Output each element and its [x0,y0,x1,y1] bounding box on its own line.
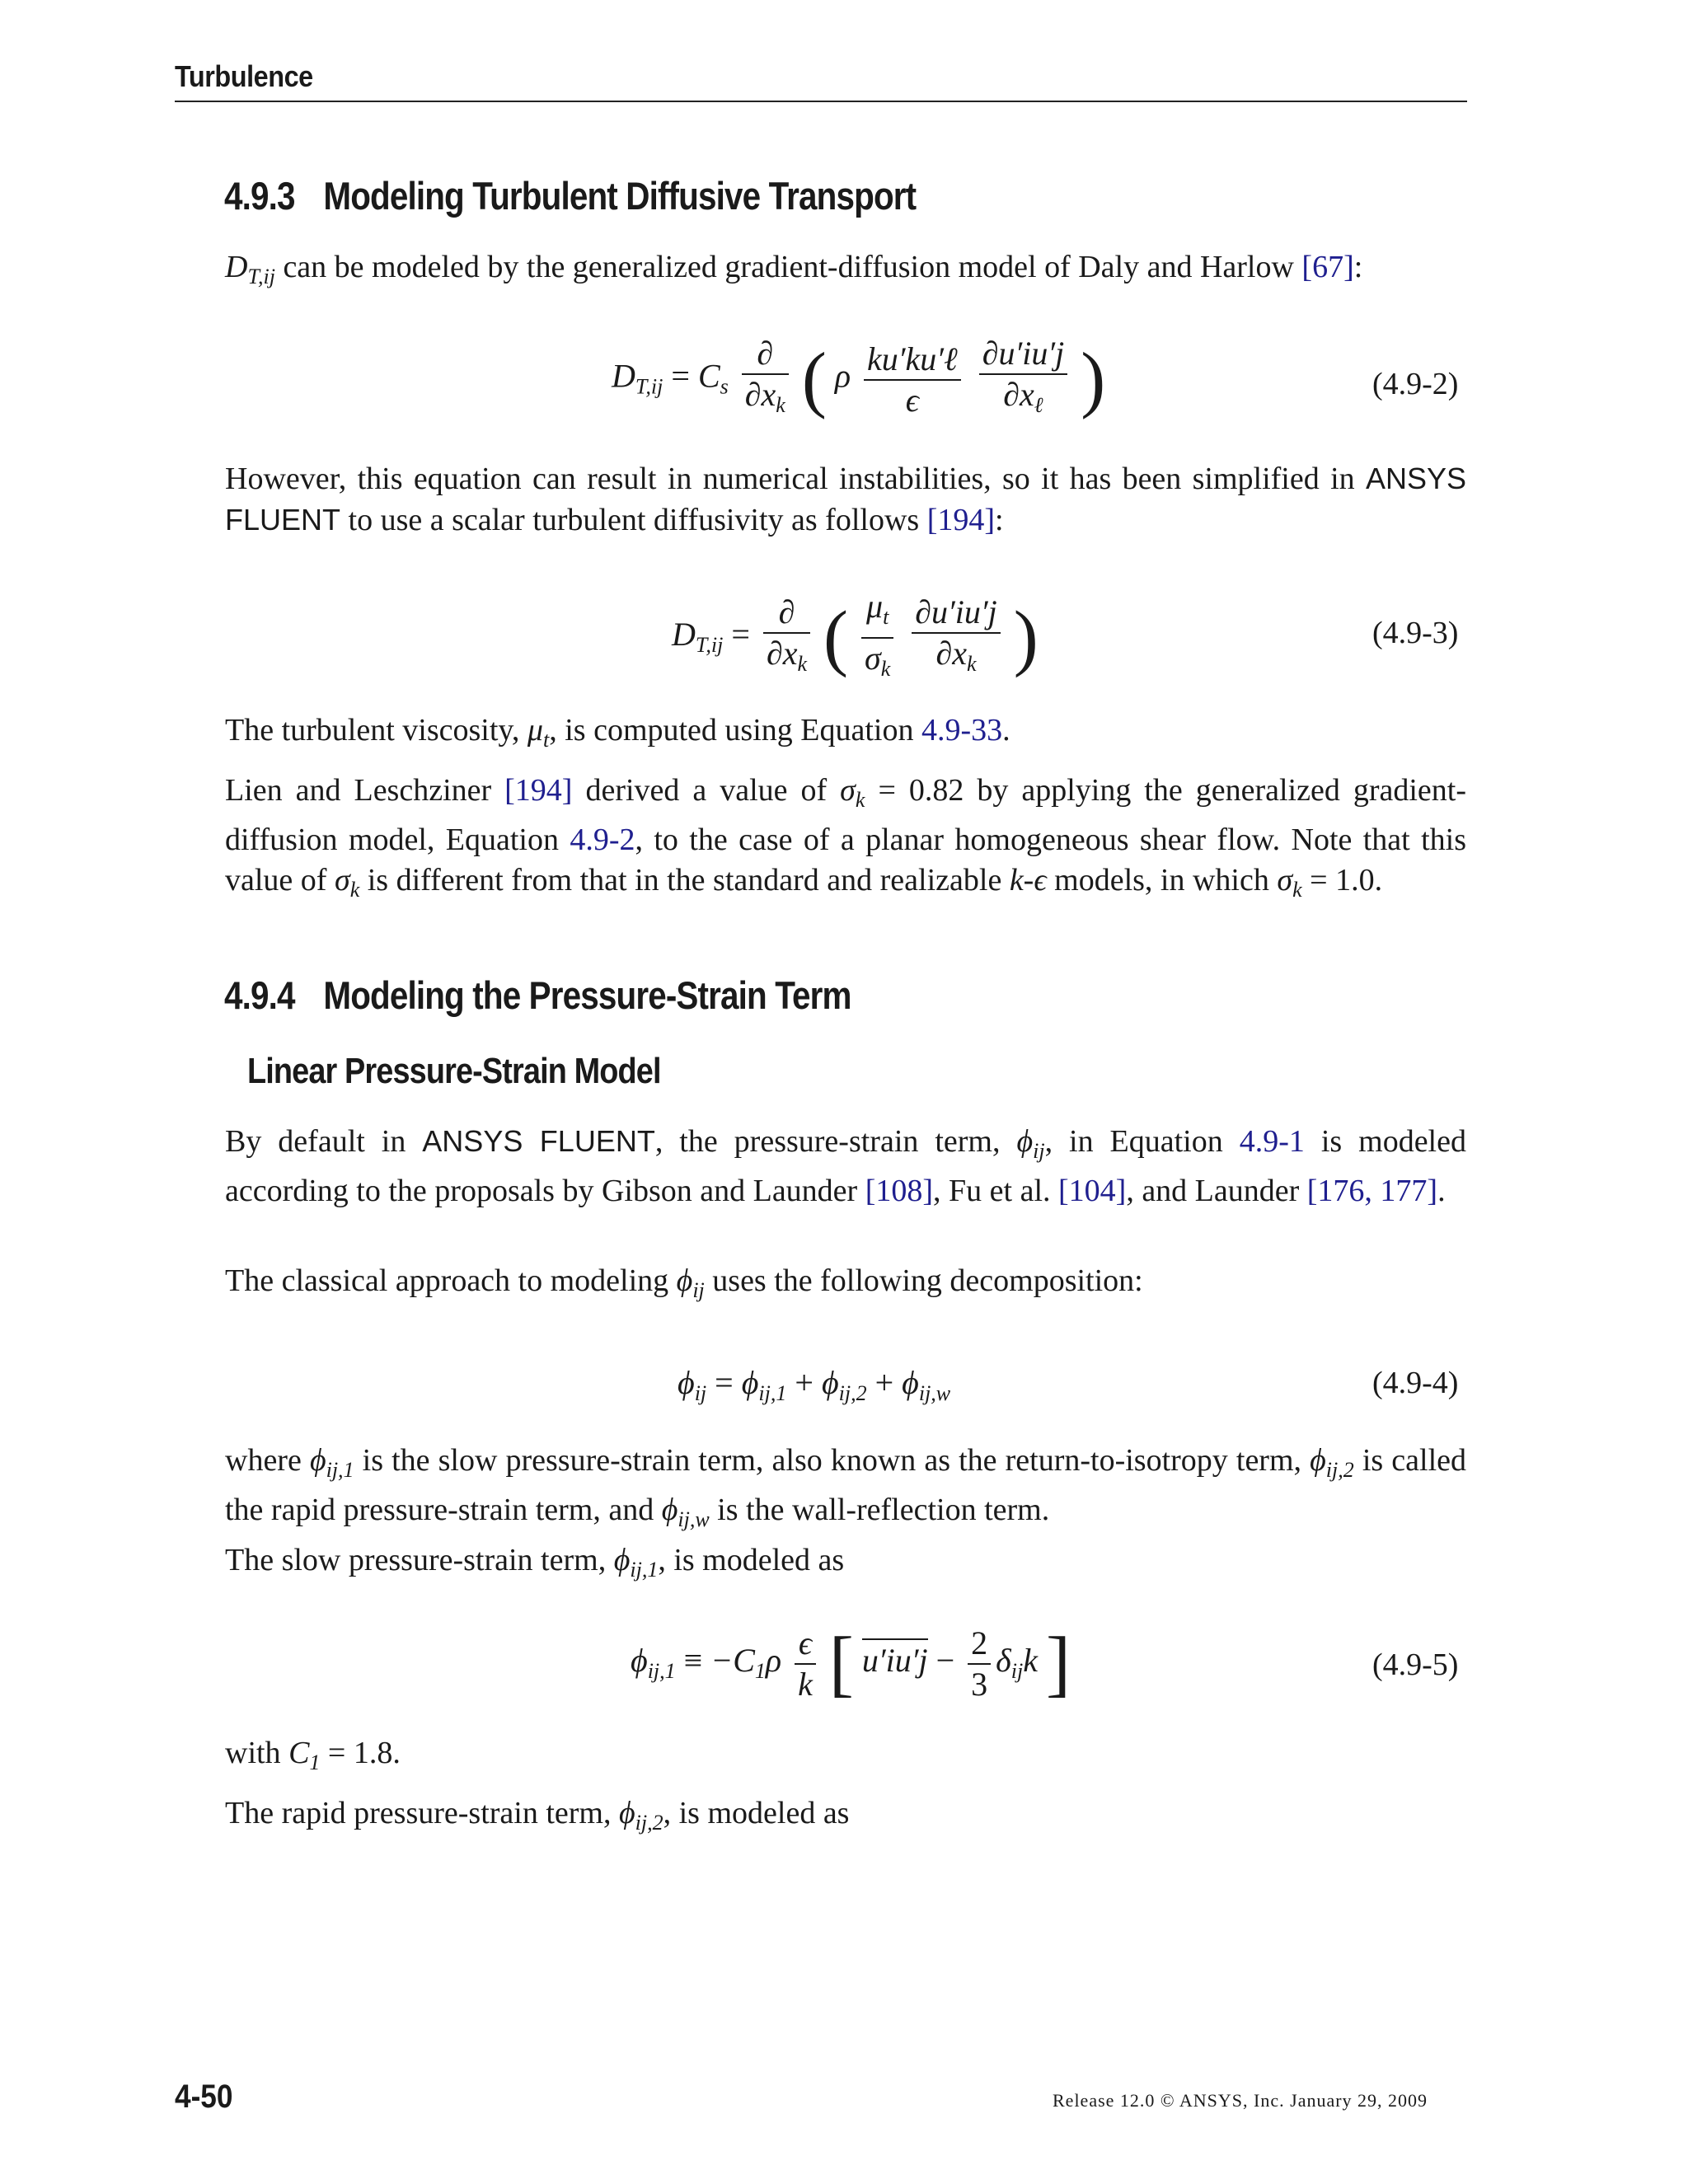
paragraph-text: The classical approach to modeling [225,1263,677,1298]
eq-frac-numerator: 2 [968,1624,991,1665]
paragraph-text: : [1353,250,1363,284]
eq-frac-numerator: ∂u′iu′j [912,593,1001,634]
eq-fraction-viscosity [861,587,893,689]
paragraph-text: = 1.8. [320,1736,401,1770]
eq-frac-numerator: ∂ [763,593,810,634]
eq-right-paren: ) [1081,338,1106,420]
paragraph-text: , and Launder [1126,1174,1307,1208]
eq-left-bracket: [ [828,1623,854,1704]
eq-frac-numerator: ∂u′iu′j [979,334,1068,375]
paragraph-simplification [225,458,1466,541]
eq-minus: − [935,1642,955,1680]
eq-frac-denominator: k [798,1666,813,1703]
equation-link[interactable]: 4.9-33 [921,713,1003,748]
paragraph-text: , in Equation [1044,1124,1240,1159]
paragraph-text: can be modeled by the generalized gradient-diffusion model of Daly and Harlow [274,250,1302,284]
eq-fraction-eps-k [795,1624,816,1704]
eq-frac-numerator: ku′ku′ℓ [864,340,961,381]
paragraph-text: with [225,1736,289,1770]
eq-frac-denominator: ∂x [744,376,776,413]
eq-equals: = [671,357,690,395]
eq-derivative-fraction [742,334,789,425]
eq-left-paren: ( [801,338,827,420]
eq-lhs: D [612,357,635,395]
eq-term-subscript: ij [694,1381,707,1405]
equation-4-9-2 [612,334,1105,425]
equation-link[interactable]: 4.9-2 [570,823,635,857]
paragraph-c1-value [225,1733,1466,1783]
page-number: 4-50 [175,2079,233,2115]
paragraph-daly-harlow [225,247,1466,297]
eq-frac-denominator: ∂x [766,634,798,672]
equation-4-9-3 [672,587,1039,689]
equation-number: (4.9-2) [1372,367,1459,401]
eq-rho: ρ [834,357,851,395]
eq-k: k [1023,1642,1038,1680]
eq-frac-denominator: 3 [971,1666,988,1703]
eq-delta-subscript: ij [1010,1659,1024,1684]
paragraph-text: , is modeled as [658,1543,845,1577]
eq-lhs-subscript: T,ij [695,633,724,658]
equation-number: (4.9-4) [1372,1366,1459,1400]
paragraph-text: . [1437,1174,1446,1208]
section-number: 4.9.3 [224,174,295,218]
math-subscript: ij,2 [1325,1458,1354,1482]
eq-lhs-subscript: ij,1 [647,1659,676,1684]
paragraph-text: is modeled according to the proposals by Gibson and Launder [225,1124,1466,1208]
citation-link[interactable]: [194] [926,503,995,537]
math-symbol: ϕ [661,1493,678,1527]
equation-4-9-4 [678,1363,950,1406]
eq-right-bracket: ] [1045,1623,1071,1704]
math-symbol: ϕ [676,1263,693,1298]
citation-link[interactable]: [194] [504,773,573,808]
running-header: Turbulence [175,59,313,93]
math-subscript: k [349,878,360,902]
math-subscript: ij,2 [635,1811,663,1835]
math-subscript: T,ij [247,265,275,288]
section-title: Modeling the Pressure-Strain Term [323,973,851,1017]
paragraph-text: The turbulent viscosity, [225,713,528,748]
math-symbol: C [288,1736,310,1770]
paragraph-text: models, in which [1046,863,1278,898]
eq-term: ϕ [821,1364,839,1401]
eq-lhs-subscript: T,ij [635,374,663,399]
citation-link[interactable]: [104] [1058,1174,1127,1208]
eq-equals: = [731,616,750,654]
eq-term-subscript: ij,2 [838,1381,867,1405]
equation-4-9-5 [631,1624,1071,1704]
paragraph-text: is different from that in the standard and realizable [359,863,1010,898]
subsection-heading-linear: Linear Pressure-Strain Model [247,1051,661,1091]
paragraph-text: The rapid pressure-strain term, [225,1796,619,1830]
eq-term: ϕ [741,1364,759,1401]
paragraph-slow-term [225,1540,1466,1590]
eq-coefficient-subscript: 1 [754,1659,766,1684]
section-title: Modeling Turbulent Diffusive Transport [323,174,917,218]
eq-term-subscript: ij,w [918,1381,951,1405]
eq-term-subscript: ij,1 [758,1381,787,1405]
eq-frac-numerator: ϵ [795,1624,816,1665]
paragraph-turbulent-viscosity [225,710,1466,760]
math-subscript: ij [692,1278,705,1302]
section-heading-4-9-4 [224,972,851,1018]
eq-frac-denominator: ∂x [1003,376,1034,413]
eq-right-paren: ) [1013,597,1039,678]
paragraph-text: , is modeled as [663,1796,850,1830]
citation-link[interactable]: [176, 177] [1306,1174,1438,1208]
eq-coefficient: −C [710,1642,755,1680]
paragraph-text: By default in [225,1124,423,1159]
math-symbol: k-ϵ [1009,863,1047,898]
citation-link[interactable]: [108] [865,1174,934,1208]
product-name: ANSYS FLUENT [225,462,1466,537]
product-name: ANSYS FLUENT [422,1124,655,1158]
eq-term: ϕ [678,1364,695,1401]
release-footer: Release 12.0 © ANSYS, Inc. January 29, 2009 [1053,2090,1428,2111]
paragraph-text: is the slow pressure-strain term, also known as the return-to-isotropy term, [354,1443,1311,1478]
equation-number: (4.9-5) [1372,1647,1459,1682]
eq-equivalence: ≡ [683,1642,703,1680]
paragraph-text: = 0.82 by applying the generalized gradient-diffusion model, Equation [225,773,1466,857]
math-symbol: σ [1277,863,1293,898]
eq-frac-denominator: ϵ [905,381,919,419]
paragraph-text: , to the case of a planar homogeneous shear flow. Note that this value of [225,823,1466,898]
header-rule [175,101,1467,102]
math-symbol: ϕ [309,1443,326,1478]
math-subscript: k [1292,878,1302,902]
math-subscript: ij [1033,1139,1045,1163]
section-number: 4.9.4 [224,973,295,1017]
paragraph-text: uses the following decomposition: [704,1263,1143,1298]
paragraph-text: However, this equation can result in numerical instabilities, so it has been simplified in [225,462,1366,496]
citation-link[interactable]: [67] [1301,250,1354,284]
math-symbol: ϕ [1016,1124,1034,1159]
eq-rho: ρ [765,1642,782,1680]
paragraph-text: is the wall-reflection term. [709,1493,1050,1527]
section-heading-4-9-3 [224,173,916,218]
eq-lhs: D [672,616,696,654]
eq-term: ϕ [902,1364,919,1401]
eq-frac-denominator: ∂x [935,634,968,672]
equation-number: (4.9-3) [1372,616,1459,650]
paragraph-decomposition [225,1261,1466,1310]
math-symbol: ϕ [619,1796,635,1830]
math-symbol: ϕ [613,1543,631,1577]
eq-frac-numerator: ∂ [742,334,789,375]
math-symbol: D [225,250,248,284]
paragraph-text: : [995,503,1004,537]
math-symbol: σ [840,773,856,808]
eq-derivative-fraction [763,593,810,684]
eq-plus: + [866,1364,903,1401]
eq-frac-denominator-subscript: ℓ [1034,393,1043,417]
math-subscript: ij,w [678,1507,710,1531]
math-subscript: ij,1 [326,1458,354,1482]
paragraph-text: where [225,1443,310,1478]
paragraph-terms-definition [225,1441,1466,1540]
paragraph-lien-leschziner [225,771,1466,910]
paragraph-text: derived a value of [572,773,841,808]
eq-plus: + [786,1364,822,1401]
paragraph-text: , Fu et al. [933,1174,1058,1208]
eq-fraction-two-thirds [968,1624,991,1704]
eq-fraction-gradient [979,334,1068,425]
eq-reynolds-stress: u′iu′j [862,1638,928,1679]
eq-fraction-gradient [912,593,1001,684]
eq-fraction-flux [864,340,961,420]
eq-frac-denominator-subscript: k [776,393,785,417]
eq-frac-denominator-subscript: k [967,651,977,676]
paragraph-text: The slow pressure-strain term, [225,1543,614,1577]
eq-left-paren: ( [823,597,848,678]
math-symbol: σ [334,863,350,898]
eq-lhs: ϕ [631,1642,648,1680]
paragraph-text: Lien and Leschziner [225,773,505,808]
equation-link[interactable]: 4.9-1 [1239,1124,1305,1159]
paragraph-pressure-strain-default [225,1121,1466,1212]
eq-frac-denominator-subscript: k [880,657,891,681]
paragraph-text: to use a scalar turbulent diffusivity as follows [340,503,927,537]
paragraph-text: = 1.0. [1301,863,1383,898]
paragraph-text: is called the rapid pressure-strain term, and [225,1443,1466,1527]
math-subscript: k [855,788,865,812]
eq-frac-numerator-subscript: t [883,605,889,629]
eq-coefficient-subscript: s [720,374,729,399]
paragraph-text: , the pressure-strain term, [654,1124,1017,1159]
math-subscript: 1 [309,1750,321,1774]
eq-frac-denominator-subscript: k [797,651,808,676]
paragraph-rapid-term [225,1793,1466,1843]
math-subscript: t [543,728,550,752]
paragraph-text: , is computed using Equation [549,713,921,748]
math-symbol: μ [527,713,543,748]
eq-frac-numerator: μ [865,588,884,625]
math-subscript: ij,1 [630,1558,659,1582]
eq-kronecker-delta: δ [996,1642,1011,1680]
eq-equals: = [706,1364,742,1401]
eq-coefficient: C [697,357,720,395]
math-symbol: ϕ [1310,1443,1326,1478]
paragraph-text: . [1002,713,1010,748]
eq-frac-denominator: σ [865,640,881,677]
